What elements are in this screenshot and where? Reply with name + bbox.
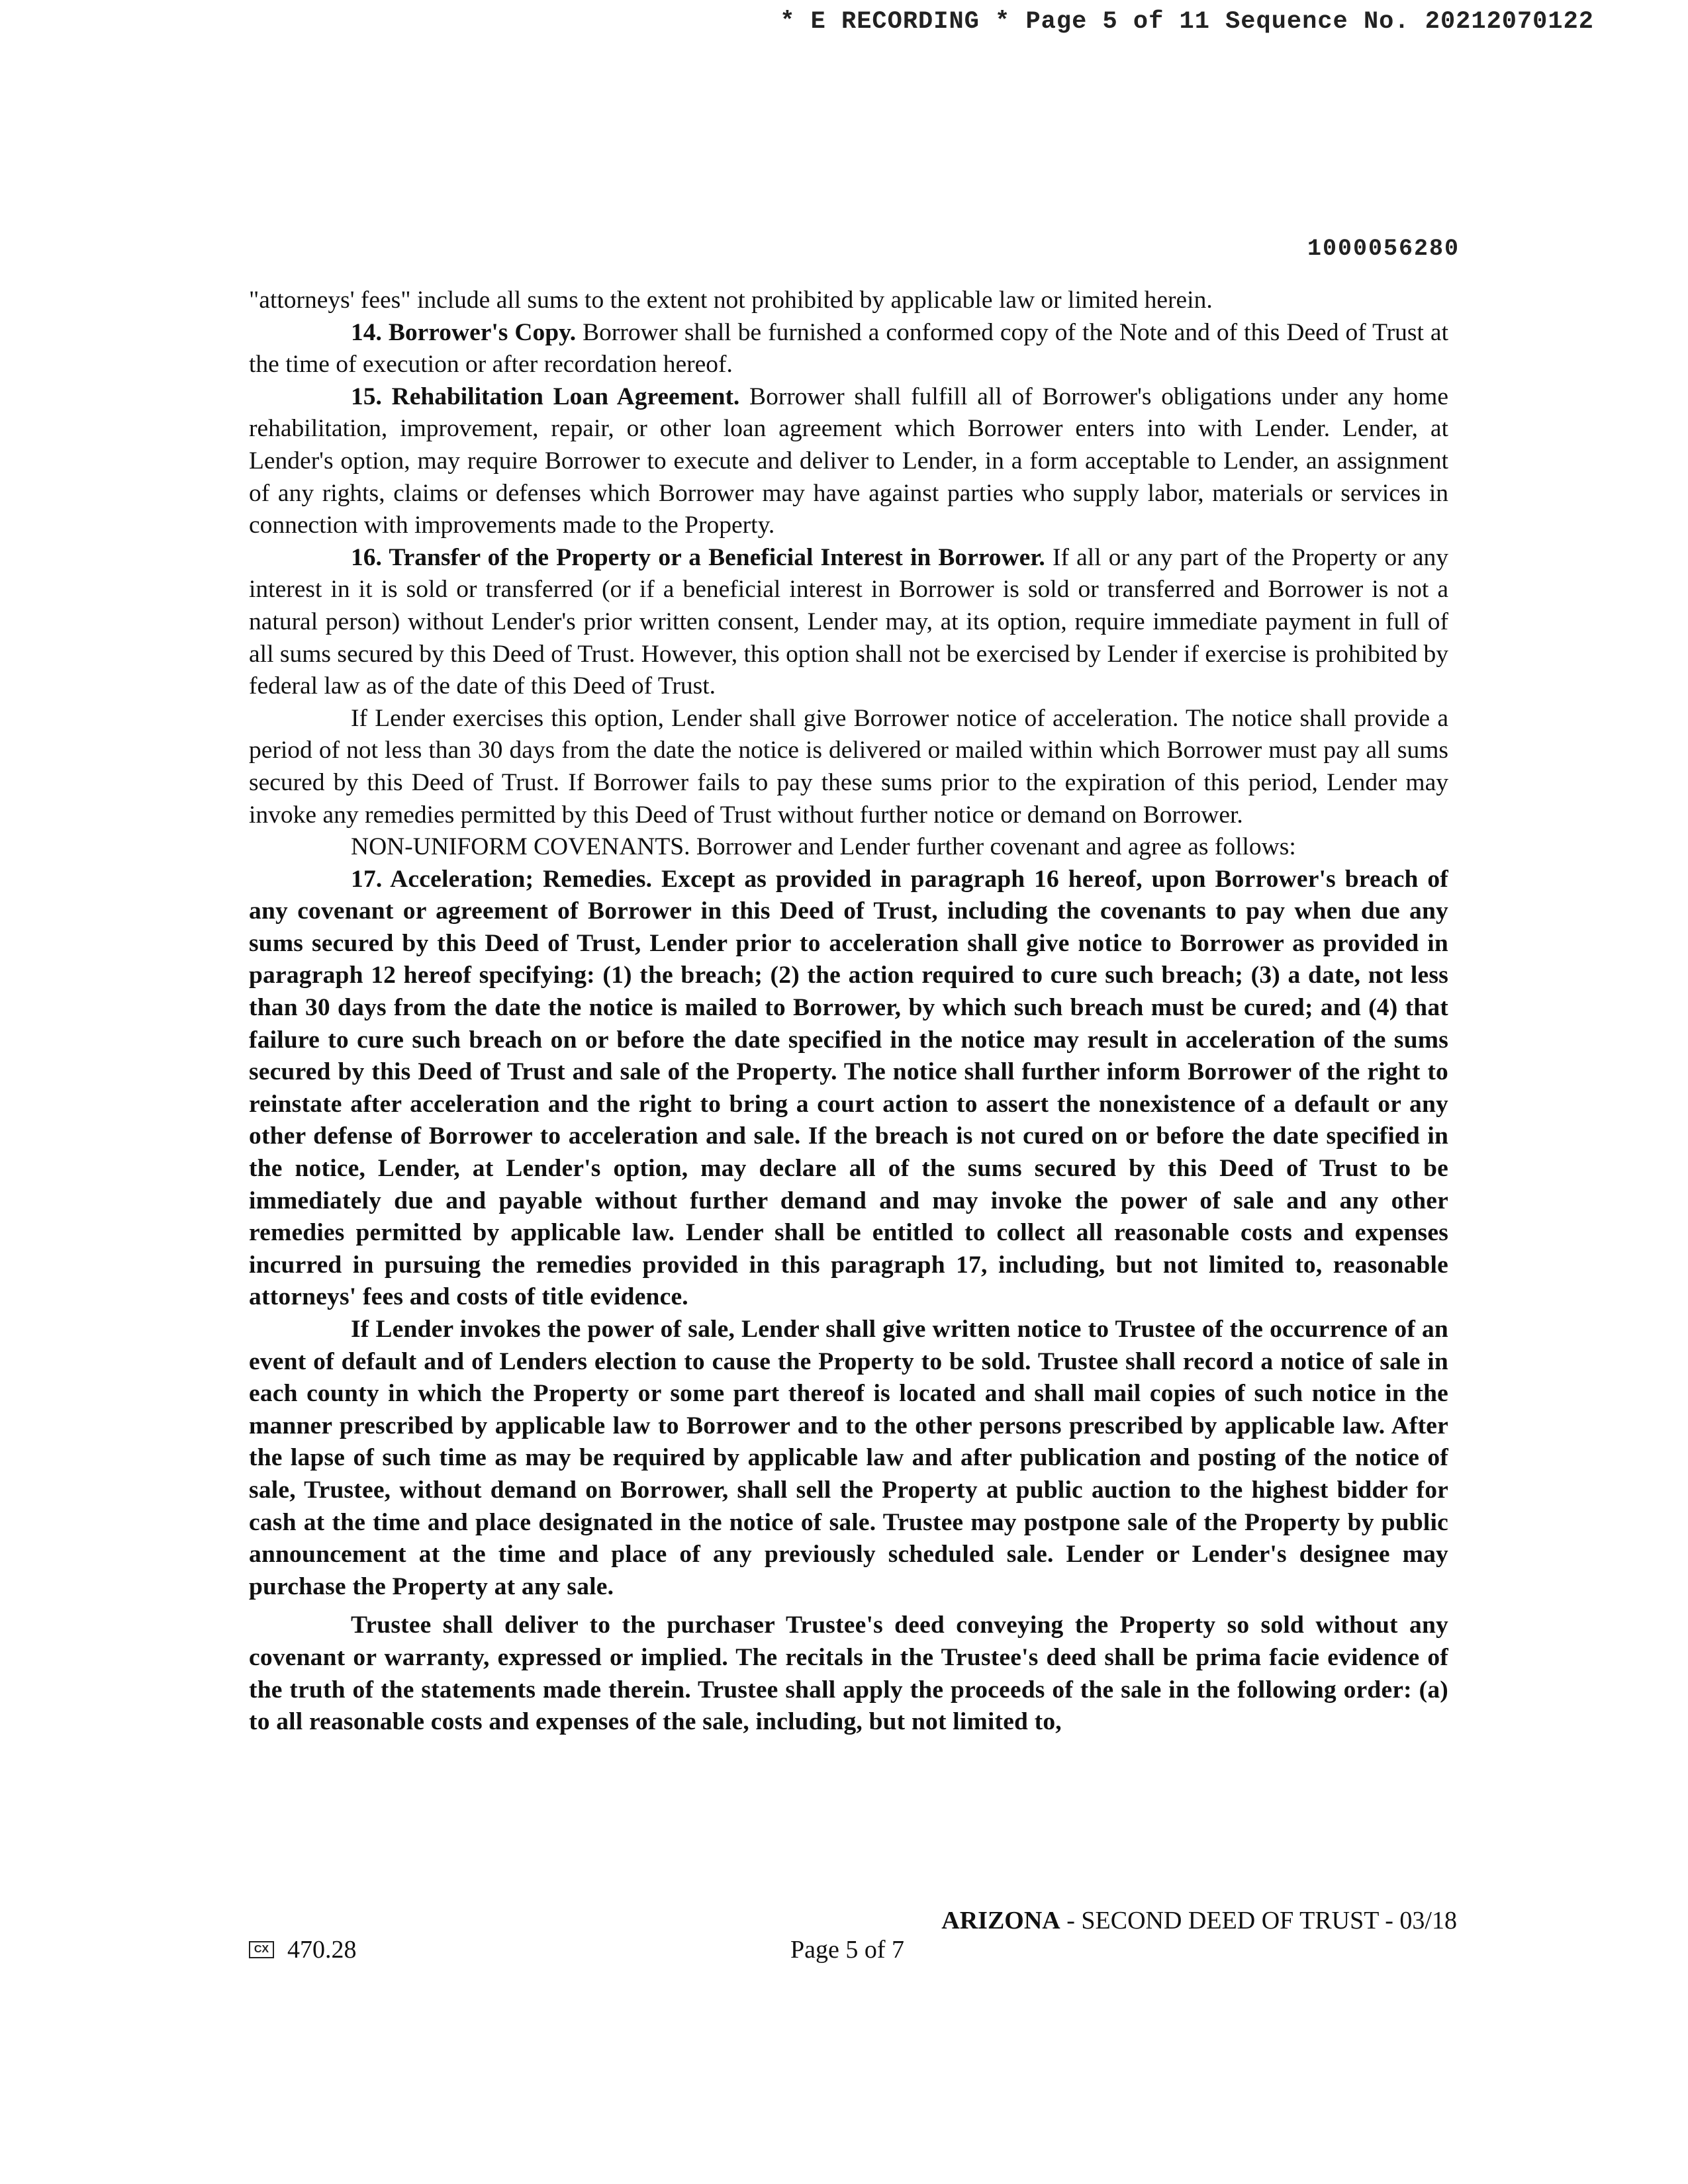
section-15-text: Borrower shall fulfill all of Borrower's obligations under any home rehabilitation, improvement, repair, or other loan agreement which Borrower enters into with Lender. Lender, at Lender's option, may require Borrower to execute and deliver to Lender, in a form acceptable to Lender, an assignment of any rights, claims or defenses which Borrower may have against parties who supply labor, materials or services in connection with improvements made to the Property. [249,383,1448,539]
section-17-trustee-deed: Trustee shall deliver to the purchaser Trustee's deed conveying the Property so sold without any covenant or warranty, expressed or implied. The recitals in the Trustee's deed shall be prima facie evidence of the truth of the statements made therein. Trustee shall apply the proceeds of the sale in the following order: (a) to all reasonable costs and expenses of the sale, including, but not limited to, [249,1612,1448,1736]
section-16-acceleration-notice: If Lender exercises this option, Lender shall give Borrower notice of acceleration. The notice shall provide a period of not less than 30 days from the date the notice is delivered or mailed within which Borrower must pay all sums secured by this Deed of Trust. If Borrower fails to pay these sums prior to the expiration of this period, Lender may invoke any remedies permitted by this Deed of Trust without further notice or demand on Borrower. [249,704,1448,829]
footer-page-number: Page 5 of 7 [790,1936,905,1964]
section-16-text: If all or any part of the Property or any interest in it is sold or transferred (or if a beneficial interest in Borrower is sold or transferred and Borrower is not a natural person) without Lender's prior written consent, Lender may, at its option, require immediate payment in full of all sums secured by this Deed of Trust. However, this option shall not be exercised by Lender if exercise is prohibited by federal law as of the date of this Deed of Trust. [249,543,1448,700]
section-14-heading: 14. Borrower's Copy. [351,318,577,346]
document-body [249,285,1448,1739]
section-16 [249,542,1448,703]
footer-form-number [249,1935,357,1964]
form-logo-icon: CX [249,1941,274,1958]
recording-header: * E RECORDING * Page 5 of 11 Sequence No. 20212070122 [780,8,1594,36]
non-uniform-covenants: NON-UNIFORM COVENANTS. Borrower and Lender further covenant and agree as follows: [351,833,1296,861]
footer-document-title [941,1906,1457,1935]
section-15 [249,381,1448,542]
section-15-heading: 15. Rehabilitation Loan Agreement. [351,383,740,410]
section-17-power-of-sale: If Lender invokes the power of sale, Lender shall give written notice to Trustee of the occurrence of an event of default and of Lenders election to cause the Property to be sold. Trustee shall record a notice of sale in each county in which the Property or some part thereof is located and shall mail copies of such notice in the manner prescribed by applicable law to Borrower and to the other persons prescribed by applicable law. After the lapse of such time as may be required by applicable law and after publication and posting of the notice of sale, Trustee, without demand on Borrower, shall sell the Property at public auction to the highest bidder for cash at the time and place designated in the notice of sale. Trustee may postpone sale of the Property by public announcement at the time and place of any previously scheduled sale. Lender or Lender's designee may purchase the Property at any sale. [249,1316,1448,1600]
footer-doc-title: - SECOND DEED OF TRUST - 03/18 [1060,1907,1457,1934]
section-16-heading: 16. Transfer of the Property or a Beneficial Interest in Borrower. [351,543,1045,571]
form-number: 470.28 [287,1936,357,1964]
footer-state: ARIZONA [941,1907,1060,1934]
loan-number: 1000056280 [1307,236,1460,262]
section-14 [249,317,1448,381]
paragraph-attorneys-fees: "attorneys' fees" include all sums to the extent not prohibited by applicable law or limited herein. [249,287,1213,314]
section-17: 17. Acceleration; Remedies. Except as provided in paragraph 16 hereof, upon Borrower's breach of any covenant or agreement of Borrower in this Deed of Trust, including the covenants to pay when due any sums secured by this Deed of Trust, Lender prior to acceleration shall give notice to Borrower as provided in paragraph 12 hereof specifying: (1) the breach; (2) the action required to cure such breach; (3) a date, not less than 30 days from the date the notice is mailed to Borrower, by which such breach must be cured; and (4) that failure to cure such breach on or before the date specified in the notice may result in acceleration of the sums secured by this Deed of Trust and sale of the Property. The notice shall further inform Borrower of the right to reinstate after acceleration and the right to bring a court action to assert the nonexistence of a default or any other defense of Borrower to acceleration and sale. If the breach is not cured on or before the date specified in the notice, Lender, at Lender's option, may declare all of the sums secured by this Deed of Trust to be immediately due and payable without further demand and may invoke the power of sale and any other remedies permitted by applicable law. Lender shall be entitled to collect all reasonable costs and expenses incurred in pursuing the remedies provided in this paragraph 17, including, but not limited to, reasonable attorneys' fees and costs of title evidence. [249,865,1448,1311]
section-14-text: Borrower shall be furnished a conformed copy of the Note and of this Deed of Trust at the time of execution or after recordation hereof. [249,318,1448,379]
